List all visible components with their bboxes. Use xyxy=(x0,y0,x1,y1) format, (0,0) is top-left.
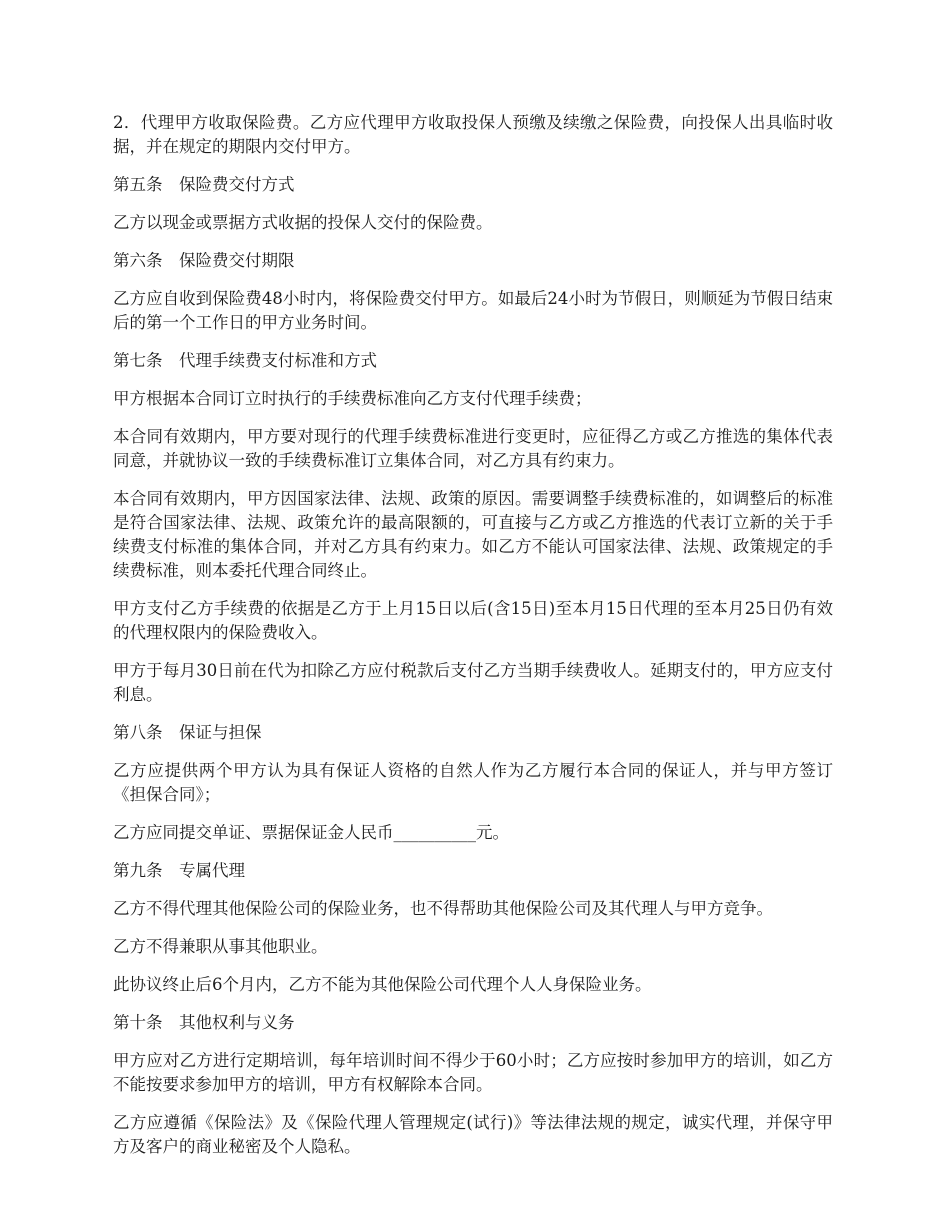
clause-paragraph: 乙方应同提交单证、票据保证金人民币__________元。 xyxy=(113,823,509,842)
clause-paragraph: 乙方不得代理其他保险公司的保险业务，也不得帮助其他保险公司及其代理人与甲方竞争。 xyxy=(113,899,773,918)
clause-paragraph: 2．代理甲方收取保险费。乙方应代理甲方收取投保人预缴及续缴之保险费，向投保人出具临时收据，并在规定的期限内交付甲方。 xyxy=(113,113,833,156)
clause-paragraph: 乙方不得兼职从事其他职业。 xyxy=(113,937,328,956)
article-heading: 第九条 专属代理 xyxy=(113,861,245,880)
clause-paragraph: 甲方于每月30日前在代为扣除乙方应付税款后支付乙方当期手续费收人。延期支付的，甲方应支付利息。 xyxy=(113,661,833,704)
clause-paragraph: 此协议终止后6个月内，乙方不能为其他保险公司代理个人人身保险业务。 xyxy=(113,975,652,994)
document-body xyxy=(113,111,833,1173)
clause-paragraph: 甲方应对乙方进行定期培训，每年培训时间不得少于60小时；乙方应按时参加甲方的培训，如乙方不能按要求参加甲方的培训，甲方有权解除本合同。 xyxy=(113,1051,833,1094)
article-heading: 第五条 保险费交付方式 xyxy=(113,175,295,194)
clause-paragraph: 乙方应遵循《保险法》及《保险代理人管理规定(试行)》等法律法规的规定，诚实代理，并保守甲方及客户的商业秘密及个人隐私。 xyxy=(113,1113,833,1156)
clause-paragraph: 甲方支付乙方手续费的依据是乙方于上月15日以后(含15日)至本月15日代理的至本月25日仍有效的代理权限内的保险费收入。 xyxy=(113,599,833,642)
article-heading: 第十条 其他权利与义务 xyxy=(113,1013,295,1032)
clause-paragraph: 乙方应自收到保险费48小时内，将保险费交付甲方。如最后24小时为节假日，则顺延为节假日结束后的第一个工作日的甲方业务时间。 xyxy=(113,289,833,332)
article-heading: 第六条 保险费交付期限 xyxy=(113,251,295,270)
article-heading: 第八条 保证与担保 xyxy=(113,723,262,742)
clause-paragraph: 乙方应提供两个甲方认为具有保证人资格的自然人作为乙方履行本合同的保证人，并与甲方签订《担保合同》； xyxy=(113,761,833,804)
clause-paragraph: 甲方根据本合同订立时执行的手续费标准向乙方支付代理手续费； xyxy=(113,389,592,408)
article-heading: 第七条 代理手续费支付标准和方式 xyxy=(113,351,377,370)
clause-paragraph: 本合同有效期内，甲方要对现行的代理手续费标准进行变更时，应征得乙方或乙方推选的集体代表同意，并就协议一致的手续费标准订立集体合同，对乙方具有约束力。 xyxy=(113,427,833,470)
clause-paragraph: 本合同有效期内，甲方因国家法律、法规、政策的原因。需要调整手续费标准的，如调整后的标准是符合国家法律、法规、政策允许的最高限额的，可直接与乙方或乙方推选的代表订立新的关于手续费支付标准的集体合同，并对乙方具有约束力。如乙方不能认可国家法律、法规、政策规定的手续费标准，则本委托代理合同终止。 xyxy=(113,489,833,580)
clause-paragraph: 乙方以现金或票据方式收据的投保人交付的保险费。 xyxy=(113,213,493,232)
